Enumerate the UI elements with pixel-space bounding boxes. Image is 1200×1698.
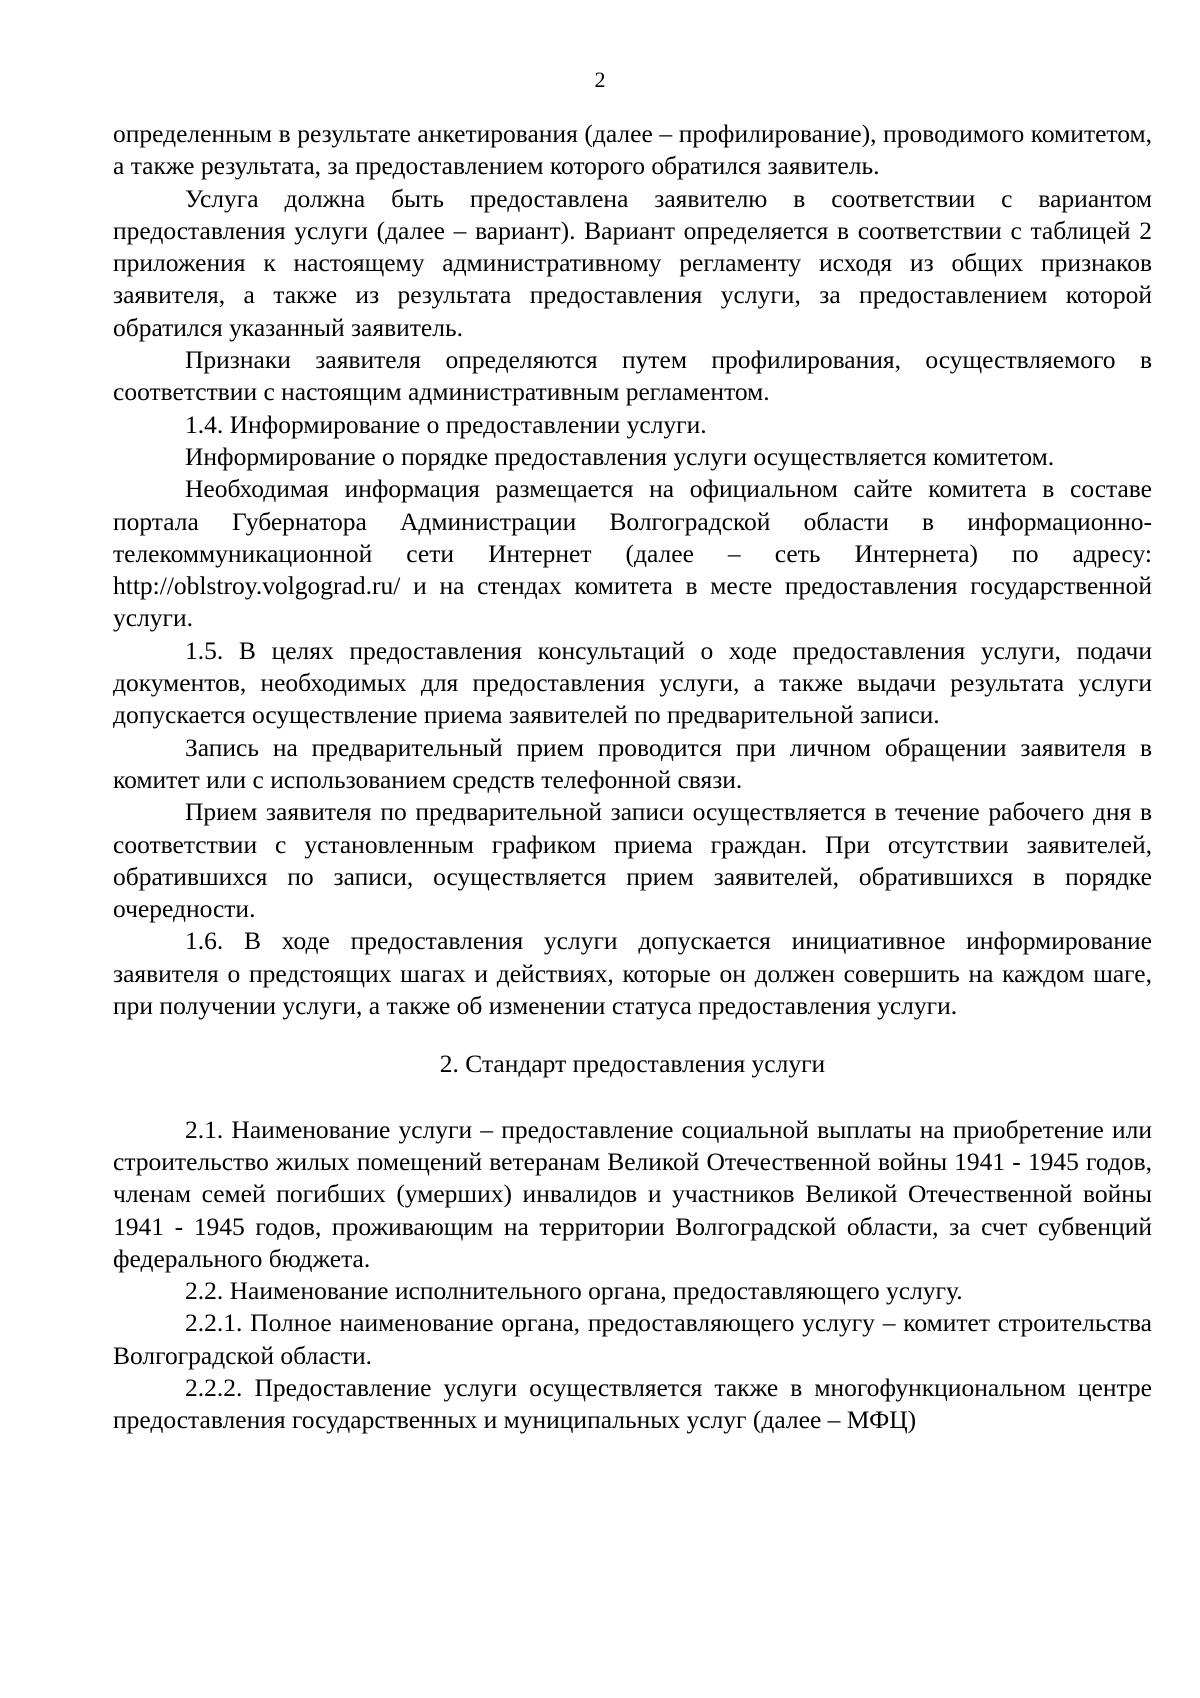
paragraph-1-6: 1.6. В ходе предоставления услуги допускается инициативное информирование заявителя о предстоящих шагах и действиях, которые он должен совершить на каждом шаге, при получении услуги, а также об изменении статуса предоставления услуги. xyxy=(113,926,1152,1021)
paragraph-appointment-booking: Запись на предварительный прием проводится при личном обращении заявителя в комитет или с использованием средств телефонной связи. xyxy=(113,732,1152,794)
paragraph-2-2-2: 2.2.2. Предоставление услуги осуществляется также в многофункциональном центре предоставления государственных и муниципальных услуг (далее – МФЦ) xyxy=(113,1372,1152,1435)
paragraph-website-info: Необходимая информация размещается на официальном сайте комитета в составе портала Губернатора Администрации Волгоградской области в информационно-телекоммуникационной сети Интернет (далее – сеть Интернета) по адресу: http://oblstroy.volgograd.ru/ и на стендах комитета в месте предоставления государственной услуги. xyxy=(113,474,1152,633)
paragraph-informing-order: Информирование о порядке предоставления услуги осуществляется комитетом. xyxy=(185,441,1055,471)
paragraph-1-5: 1.5. В целях предоставления консультаций о ходе предоставления услуги, подачи документов, необходимых для предоставления услуги, а также выдачи результата услуги допускается осуществление приема заявителей по предварительной записи. xyxy=(113,635,1152,730)
paragraph-2-2-1: 2.2.1. Полное наименование органа, предоставляющего услугу – комитет строительства Волгоградской области. xyxy=(113,1308,1152,1370)
paragraph-service-variant: Услуга должна быть предоставлена заявителю в соответствии с вариантом предоставления услуги (далее – вариант). Вариант определяется в соответствии с таблицей 2 приложения к настоящему административному регламенту исходя из общих признаков заявителя, а также из результата предоставления услуги, за предоставлением которой обратился указанный заявитель. xyxy=(113,183,1152,342)
document-body xyxy=(113,118,1152,1437)
paragraph-2-1: 2.1. Наименование услуги – предоставление социальной выплаты на приобретение или строительство жилых помещений ветеранам Великой Отечественной войны 1941 - 1945 годов, членам семей погибших (умерших) инвалидов и участников Великой Отечественной войны 1941 - 1945 годов, проживающим на территории Волгоградской области, за счет субвенций федерального бюджета. xyxy=(113,1114,1152,1273)
section-heading: 2. Стандарт предоставления услуги xyxy=(439,1049,826,1079)
paragraph-2-2: 2.2. Наименование исполнительного органа, предоставляющего услугу. xyxy=(185,1276,963,1306)
paragraph-continuation: определенным в результате анкетирования (далее – профилирование), проводимого комитетом, а также результата, за предоставлением которого обратился заявитель. xyxy=(113,119,1152,181)
paragraph-1-4: 1.4. Информирование о предоставлении услуги. xyxy=(185,409,707,439)
paragraph-reception-schedule: Прием заявителя по предварительной записи осуществляется в течение рабочего дня в соответствии с установленным графиком приема граждан. При отсутствии заявителей, обратившихся по записи, осуществляется прием заявителей, обратившихся в порядке очередности. xyxy=(113,797,1152,924)
page-number: 2 xyxy=(594,67,606,92)
paragraph-applicant-features: Признаки заявителя определяются путем профилирования, осуществляемого в соответствии с настоящим административным регламентом. xyxy=(113,345,1152,407)
